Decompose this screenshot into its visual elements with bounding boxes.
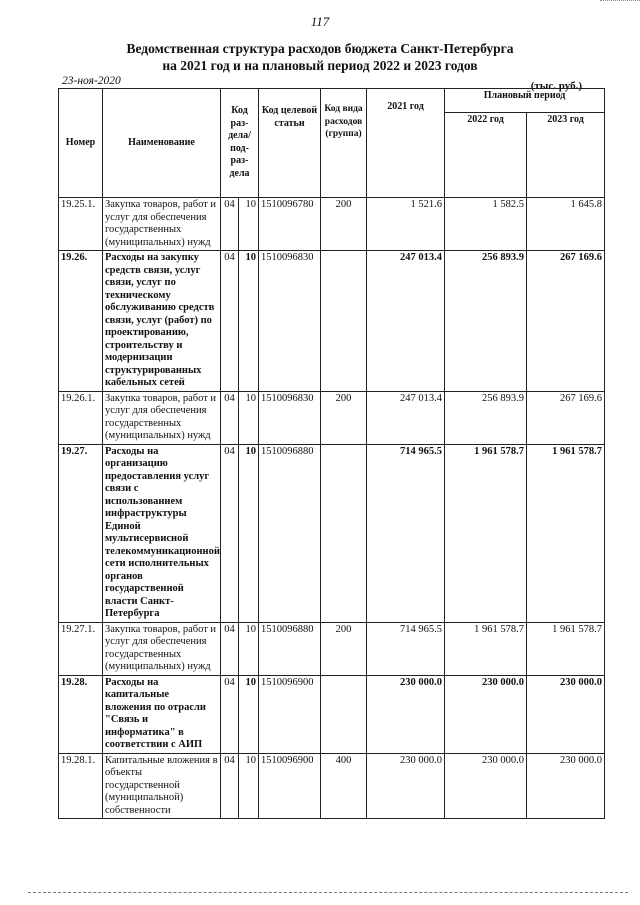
row-value-2022: 256 893.9 [445, 391, 527, 444]
row-number: 19.28. [59, 675, 103, 753]
row-name: Расходы на закупку средств связи, услуг связи, услуг по техническому обслуживанию средств связи, услуг (работ) по проектированию, строительству и модернизации структурированных кабельных сетей [103, 251, 221, 392]
header-2022: 2022 год [445, 113, 527, 198]
header-section: Код раз-дела/ под-раз-дела [221, 89, 259, 198]
row-expense-type: 200 [321, 198, 367, 251]
row-section: 04 [221, 753, 239, 819]
row-value-2021: 714 965.5 [367, 444, 445, 622]
table-row [59, 391, 605, 444]
row-value-2021: 247 013.4 [367, 391, 445, 444]
row-subsection: 10 [239, 391, 259, 444]
row-target-code: 1510096900 [259, 753, 321, 819]
title-line-1: Ведомственная структура расходов бюджета Санкт-Петербурга [126, 41, 514, 56]
table-row [59, 251, 605, 392]
row-name: Закупка товаров, работ и услуг для обеспечения государственных (муниципальных) нужд [103, 622, 221, 675]
bottom-rule [28, 892, 628, 893]
row-target-code: 1510096780 [259, 198, 321, 251]
row-expense-type [321, 251, 367, 392]
header-name: Наименование [103, 89, 221, 198]
row-value-2023: 1 961 578.7 [527, 622, 605, 675]
row-number: 19.26.1. [59, 391, 103, 444]
row-value-2021: 230 000.0 [367, 675, 445, 753]
row-subsection: 10 [239, 622, 259, 675]
row-number: 19.27.1. [59, 622, 103, 675]
row-section: 04 [221, 391, 239, 444]
header-number: Номер [59, 89, 103, 198]
header-2023: 2023 год [527, 113, 605, 198]
row-section: 04 [221, 198, 239, 251]
row-value-2023: 1 645.8 [527, 198, 605, 251]
row-expense-type [321, 444, 367, 622]
row-value-2022: 1 582.5 [445, 198, 527, 251]
table-row [59, 444, 605, 622]
row-value-2022: 1 961 578.7 [445, 444, 527, 622]
row-target-code: 1510096880 [259, 622, 321, 675]
row-name: Закупка товаров, работ и услуг для обеспечения государственных (муниципальных) нужд [103, 391, 221, 444]
row-subsection: 10 [239, 675, 259, 753]
row-name: Капитальные вложения в объекты государственной (муниципальной) собственности [103, 753, 221, 819]
row-value-2023: 267 169.6 [527, 251, 605, 392]
header-target: Код целевой статьи [259, 89, 321, 198]
row-subsection: 10 [239, 251, 259, 392]
row-number: 19.28.1. [59, 753, 103, 819]
row-value-2023: 230 000.0 [527, 675, 605, 753]
row-target-code: 1510096830 [259, 391, 321, 444]
table-row [59, 622, 605, 675]
top-right-mark [600, 0, 640, 2]
page-number: 117 [310, 14, 330, 29]
title-line-2: на 2021 год и на плановый период 2022 и 2023 годов [162, 58, 478, 73]
budget-table [58, 88, 605, 819]
row-expense-type [321, 675, 367, 753]
row-subsection: 10 [239, 444, 259, 622]
document-date: 23-ноя-2020 [62, 75, 121, 87]
header-planned-period: Плановый период [445, 89, 605, 113]
row-value-2021: 1 521.6 [367, 198, 445, 251]
row-target-code: 1510096830 [259, 251, 321, 392]
row-number: 19.25.1. [59, 198, 103, 251]
document-title [0, 40, 640, 74]
row-number: 19.26. [59, 251, 103, 392]
row-expense-type: 200 [321, 622, 367, 675]
row-name: Закупка товаров, работ и услуг для обеспечения государственных (муниципальных) нужд [103, 198, 221, 251]
row-value-2022: 230 000.0 [445, 753, 527, 819]
header-expense-type: Код вида расходов (группа) [321, 89, 367, 198]
header-2021: 2021 год [367, 89, 445, 198]
row-section: 04 [221, 444, 239, 622]
table-row [59, 198, 605, 251]
row-value-2022: 230 000.0 [445, 675, 527, 753]
row-expense-type: 400 [321, 753, 367, 819]
row-value-2023: 267 169.6 [527, 391, 605, 444]
row-section: 04 [221, 675, 239, 753]
row-section: 04 [221, 622, 239, 675]
row-subsection: 10 [239, 198, 259, 251]
row-value-2021: 230 000.0 [367, 753, 445, 819]
row-value-2022: 256 893.9 [445, 251, 527, 392]
row-value-2021: 714 965.5 [367, 622, 445, 675]
row-section: 04 [221, 251, 239, 392]
row-name: Расходы на организацию предоставления услуг связи с использованием инфраструктуры Единой мультисервисной телекоммуникационной сети исполнительных органов государственной власти Санкт-Петербурга [103, 444, 221, 622]
table-row [59, 753, 605, 819]
row-value-2022: 1 961 578.7 [445, 622, 527, 675]
row-number: 19.27. [59, 444, 103, 622]
row-target-code: 1510096900 [259, 675, 321, 753]
row-name: Расходы на капитальные вложения по отрасли "Связь и информатика" в соответствии с АИП [103, 675, 221, 753]
row-value-2023: 1 961 578.7 [527, 444, 605, 622]
row-value-2021: 247 013.4 [367, 251, 445, 392]
row-value-2023: 230 000.0 [527, 753, 605, 819]
row-target-code: 1510096880 [259, 444, 321, 622]
table-row [59, 675, 605, 753]
row-expense-type: 200 [321, 391, 367, 444]
units-label: (тыс. руб.) [530, 80, 582, 92]
row-subsection: 10 [239, 753, 259, 819]
